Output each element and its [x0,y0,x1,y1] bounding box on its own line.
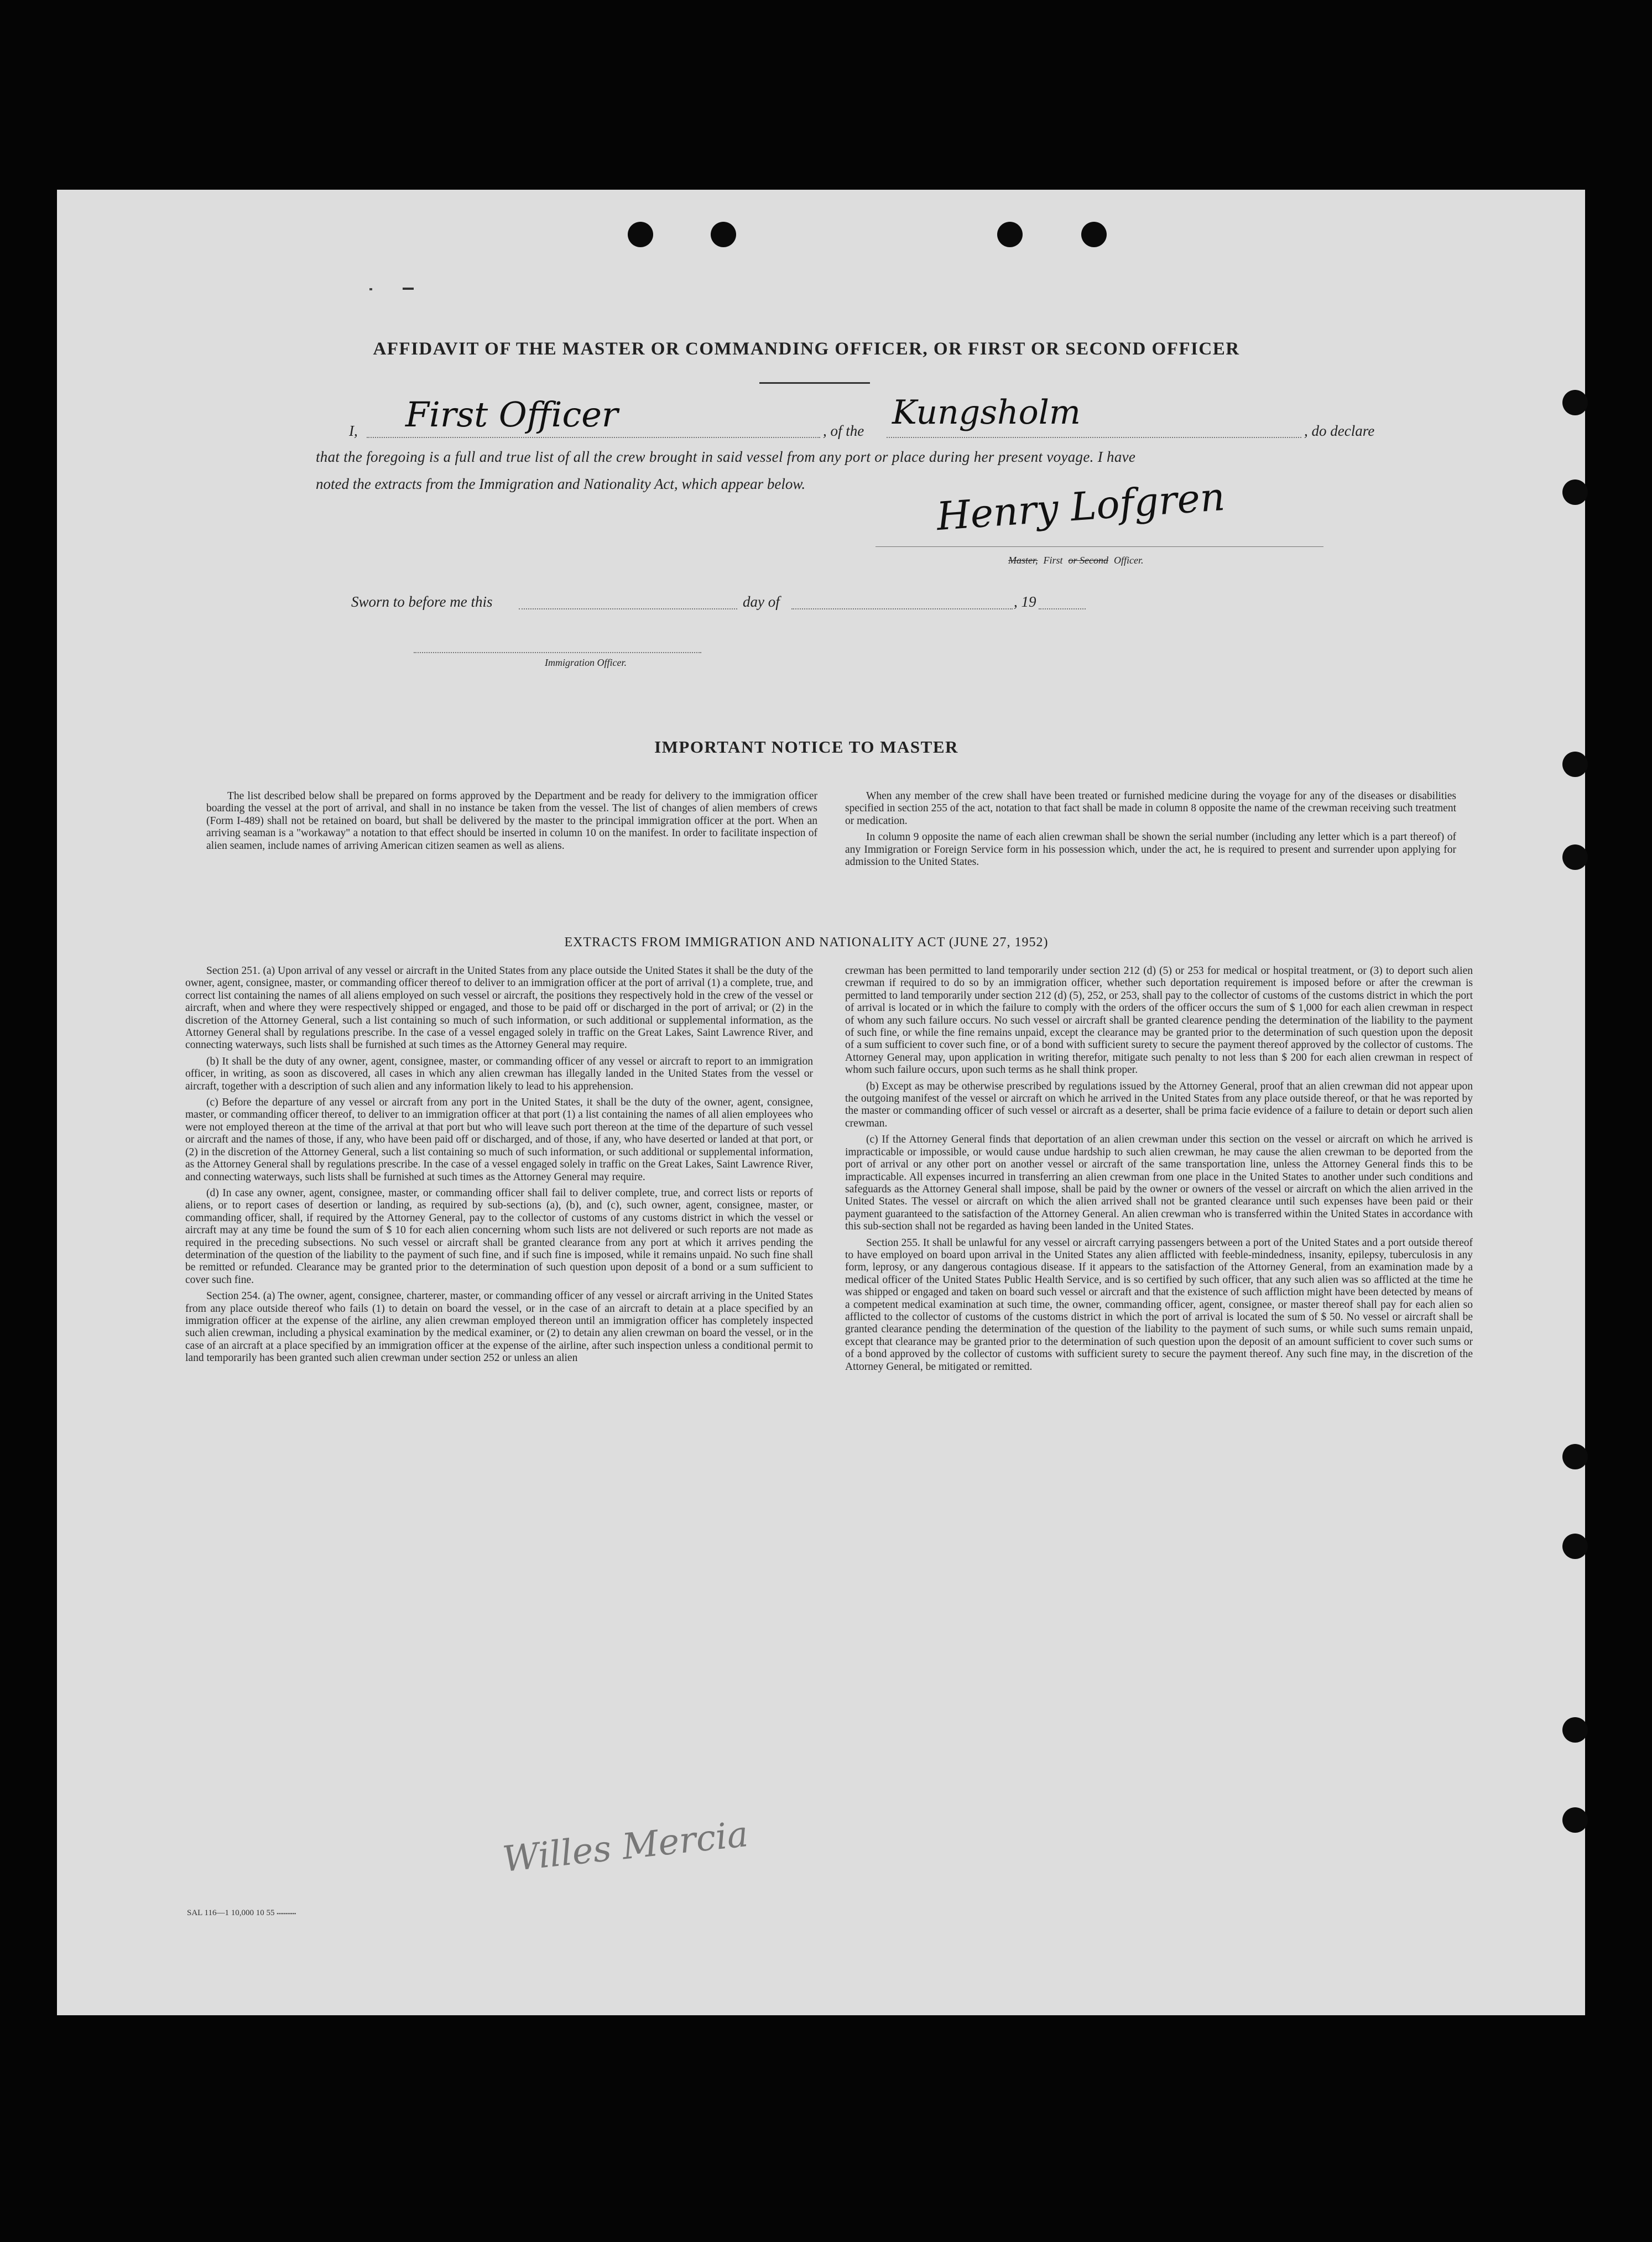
extracts-title: EXTRACTS FROM IMMIGRATION AND NATIONALITY ACT (JUNE 27, 1952) [564,935,1049,950]
section-255: Section 255. It shall be unlawful for any vessel or aircraft carrying passengers between a port of the United States and a port outside thereof to have employed on board upon arrival in the United States any alien afflicted with feeble-mindedness, insanity, epilepsy, tuberculosis in any form, leprosy, or any dangerous contagious disease. If it appears to the satisfaction of the Attorney General, from an examination made by a medical officer of the United States Public Health Service, and is so certified by such officer, that any such alien was so afflicted at the time he was shipped or engaged and taken on board such vessel or aircraft and that the existence of such affliction might have been detected by means of a competent medical examination at such time, the owner, commanding officer, agent, consignee, or master thereof shall pay for each alien so afflicted to the collector of customs of the customs district in which the port of arrival is located the sum of $ 50. No vessel or aircraft shall be granted clearance pending the determination of the question of the liability to the payment of such sums, or while such sums remain unpaid, except that clearance may be granted prior to the determination of such question upon the deposit of an amount sufficient to cover such sums or of a bond approved by the collector of customs with sufficient surety to secure the payment thereof. Any such fine may, in the discretion of the Attorney General, be mitigated or remitted. [845,1237,1473,1373]
sworn-month-line [791,608,1013,609]
section-251c: (c) Before the departure of any vessel or aircraft from any port in the United States, it shall be the duty of the owner, agent, consignee, master, or commanding officer thereof, to deliver to an immigration officer at that port (1) a list containing the names of all alien employees who were not employed thereon at the time of the arrival at that port but who will leave such port thereon at the time of the departure of such vessel or aircraft and the names of those, if any, who have been paid off or discharged, and of those, if any, who have deserted or landed at that port, or (2) in the discretion of the Attorney General, such a list containing so much of such information, or such additional or supplemental information, as the Attorney General shall by regulations prescribe. In the case of a vessel engaged solely in traffic on the Great Lakes, Saint Lawrence River, and connecting waterways, such lists shall be furnished at such times as the Attorney General may require. [185,1097,813,1183]
extracts-right-column [845,965,1473,1377]
pencil-annotation: Willes Mercia [501,1813,751,1881]
immigration-officer-line [414,652,701,653]
section-251b: (b) It shall be the duty of any owner, agent, consignee, master, or commanding officer of any vessel or aircraft to report to an immigration officer, in writing, as soon as discovered, all cases in which any alien crewman has illegally landed in the United States from the vessel or aircraft, together with a description of such alien and any information likely to lead to his apprehension. [185,1055,813,1092]
punch-hole [628,222,653,247]
rank-officer: Officer. [1114,555,1144,566]
punch-hole [1081,222,1107,247]
punch-hole [1562,1807,1588,1833]
punch-hole [1562,844,1588,870]
section-254a-continued: crewman has been permitted to land temporarily under section 212 (d) (5) or 253 for medical or hospital treatment, or (3) to deport such alien crewman if required to do so by an immigration officer, whether such deportation requirement is imposed before or after the crewman is permitted to land temporarily under section 212 (d) (5), 252, or 253, shall pay to the collector of customs of the customs district in which the port of arrival is located or in which the failure to comply with the orders of the officer occurs the sum of $ 1,000 for each alien crewman in respect of whom any such failure occurs. No such vessel or aircraft shall be granted clearence pending the determination of the liability to the payment of such fine, or while the fine remains unpaid, except the clearance may be granted prior to the determination of such question upon the deposit of a sum sufficient to cover such fine, or of a bond with sufficient surety to secure the payment thereof approved by the collector of customs. The Attorney General may, upon application in writing therefor, mitigate such penalty to not less than $ 200 for each alien crewman in respect of whom such failure occurs, upon such terms as he shall think proper. [845,965,1473,1076]
year-label: , 19 [1014,593,1036,610]
speck-mark [369,288,372,290]
do-declare-label: , do declare [1304,423,1375,439]
master-signature: Henry Lofgren [935,473,1227,540]
punch-hole [1562,1444,1588,1469]
form-code [187,1909,296,1918]
title-divider [759,382,870,384]
printer-mark: ▪▪▪▪▪▪▪▪▪▪▪ [277,1911,296,1916]
punch-hole [711,222,736,247]
officer-line [367,437,820,438]
punch-hole [1562,752,1588,777]
notice-left-paragraph: The list described below shall be prepared on forms approved by the Department and be ready for delivery to the immigration officer boarding the vessel at the port of arrival, and shall in no instance be taken from the vessel. The list of changes of alien members of crews (Form I-489) shall not be retained on board, but shall be delivered by the master to the principal immigration officer at the port. When an arriving seaman is a "workaway" a notation to that effect should be inserted in column 10 on the manifest. In order to facilitate inspection of alien seamen, include names of arriving American citizen seamen as well as aliens. [206,790,817,852]
sworn-label: Sworn to before me this [351,593,493,610]
rank-or-second: or Second [1068,555,1108,566]
section-251a: Section 251. (a) Upon arrival of any vessel or aircraft in the United States from any place outside the United States it shall be the duty of the owner, agent, consignee, master, or commanding officer thereof to deliver to an immigration officer at the port of arrival (1) a complete, true, and correct list containing the names of all aliens employed on such vessel or aircraft, the positions they respectively hold in the crew of the vessel or aircraft, when and where they were respectively shipped or engaged, and those to be paid off or discharged in the port of arrival; or (2) in the discretion of the Attorney General, such a list containing so much of such information, or such additional or supplemental information, as the Attorney General shall by regulations prescribe. In the case of a vessel engaged solely in traffic on the Great Lakes, Saint Lawrence River, and connecting waterways, such lists shall be furnished at such times as the Attorney General may require. [185,965,813,1051]
notice-right-paragraph-1: When any member of the crew shall have been treated or furnished medicine during the voyage for any of the diseases or disabilities specified in section 255 of the act, notation to that fact shall be made in column 8 opposite the name of the crewman receiving such treatment or medication. [845,790,1456,827]
affidavit-line-3: noted the extracts from the Immigration and Nationality Act, which appear below. [316,476,806,492]
punch-hole [1562,390,1588,415]
vessel-line [887,437,1301,438]
sworn-day-line [519,608,737,609]
rank-master: Master, [1008,555,1038,566]
section-251d: (d) In case any owner, agent, consignee, master, or commanding officer shall fail to deliver complete, true, and correct lists or reports of aliens, or to report cases of desertion or landing, as required by sub-sections (a), (b), and (c), such owner, agent, consignee, master, or commanding officer, shall, if required by the Attorney General, pay to the collector of customs of any customs district in which the vessel or aircraft may at any time be found the sum of $ 10 for each alien concerning whom such lists are not delivered or such reports are not made as required in the preceding subsections. No such vessel or aircraft shall be granted clearance from any port at which it arrives pending the determination of the question of the liability to the payment of such fine, and if such fine is imposed, while it remains unpaid. No such fine shall be remitted or refunded. Clearance may be granted prior to the determination of such question upon deposit of a bond or a sum sufficient to cover such fine. [185,1187,813,1286]
notice-left-column [206,790,817,856]
form-code-text: SAL 116—1 10,000 10 55 [187,1909,275,1917]
notice-right-paragraph-2: In column 9 opposite the name of each alien crewman shall be shown the serial number (including any letter which is a part thereof) of any Immigration or Foreign Service form in his possession which, under the act, he is required to present and surrender upon applying for admission to the United States. [845,831,1456,868]
speck-mark [403,288,414,290]
immigration-officer-label: Immigration Officer. [545,657,627,668]
section-254c: (c) If the Attorney General finds that deportation of an alien crewman under this section on the vessel or aircraft on which he arrived is impracticable or impossible, or would cause undue hardship to such alien crewman, he may cause the alien crewman to be deported from the port of arrival or any other port on another vessel or aircraft of the same transportation line, unless the Attorney General finds this to be impracticable. All expenses incurred in transferring an alien crewman from one place in the United States to another under such conditions and safeguards as the Attorney General shall impose, shall be paid by the owner or owners of the vessel or aircraft on which the alien arrived in the United States. The vessel or aircraft on which the alien arrived shall not be granted clearance until such expenses have been paid or their payment guaranteed to the satisfaction of the Attorney General. An alien crewman who is transferred within the United States in accordance with this sub-section shall not be regarded as having been landed in the United States. [845,1134,1473,1233]
sworn-year-line [1039,608,1086,609]
affidavit-title: AFFIDAVIT OF THE MASTER OR COMMANDING OFFICER, OR FIRST OR SECOND OFFICER [373,339,1240,359]
notice-title: IMPORTANT NOTICE TO MASTER [654,737,958,757]
notice-right-column [845,790,1456,872]
rank-label [1008,555,1144,566]
section-254b: (b) Except as may be otherwise prescribed by regulations issued by the Attorney General, proof that an alien crewman did not appear upon the outgoing manifest of the vessel or aircraft on which he arrived in the United States from any place outside thereof, or that he was reported by the master or commanding officer of such vessel or aircraft as a deserter, shall be prima facie evidence of a failure to detain or deport such alien crewman. [845,1080,1473,1129]
i-label: I, [349,423,358,439]
section-254a: Section 254. (a) The owner, agent, consignee, charterer, master, or commanding officer of any vessel or aircraft arriving in the United States from any place outside thereof who fails (1) to detain on board the vessel, or in the case of an aircraft to detain at a place specified by an immigration officer at the expense of the airline, any alien crewman employed thereon until an immigration officer has completely inspected such alien crewman, including a physical examination by the medical examiner, or (2) to detain any alien crewman on board the vessel, or in the case of an aircraft at a place specified by an immigration officer at the expense of the airline, after such inspection unless a conditional permit to land temporarily has been granted such alien crewman under section 252 or unless an alien [185,1290,813,1364]
punch-hole [1562,1717,1588,1743]
punch-hole [997,222,1023,247]
vessel-handwriting: Kungsholm [892,393,1081,432]
extracts-left-column [185,965,813,1369]
affidavit-line-2: that the foregoing is a full and true list of all the crew brought in said vessel from any port or place during her present voyage. I have [316,449,1136,465]
punch-hole [1562,1534,1588,1559]
signature-line [875,546,1323,547]
of-the-label: , of the [823,423,864,439]
officer-handwriting: First Officer [405,394,618,435]
punch-hole [1562,479,1588,505]
rank-first: First [1043,555,1063,566]
document-page [57,190,1585,2015]
day-of-label: day of [743,593,780,610]
